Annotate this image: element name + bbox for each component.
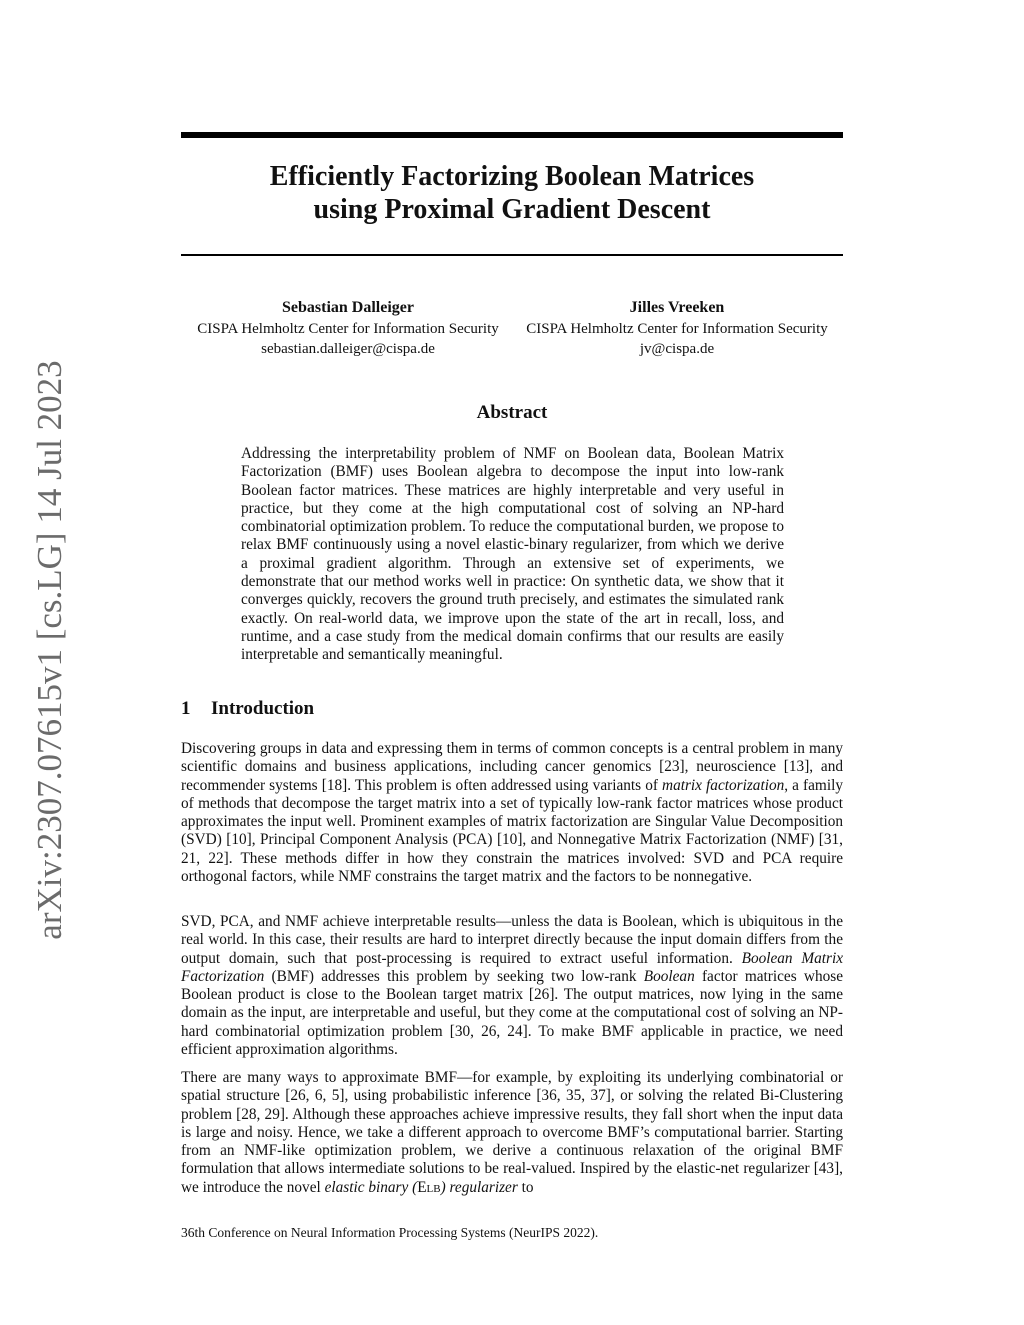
author-email[interactable]: sebastian.dalleiger@cispa.de <box>261 341 435 357</box>
author-block <box>181 298 515 359</box>
author-email[interactable]: jv@cispa.de <box>639 341 715 357</box>
title-line-1: Efficiently Factorizing Boolean Matrices <box>269 161 755 192</box>
paragraph-text: SVD, PCA, and NMF achieve interpretable results—unless the data is Boolean, which is ubiquitous in the real world. In this case, their results are hard to interpret directly because the input domain differs from the output domain, such that post-processing is required to extract useful information. <box>181 913 843 967</box>
regularizer-acronym: Elb <box>417 1178 441 1196</box>
conference-footnote: 36th Conference on Neural Information Processing Systems (NeurIPS 2022). <box>181 1225 599 1240</box>
paragraph-text: to <box>517 1178 534 1196</box>
paragraph-text: (BMF) addresses this problem by seeking two low-rank <box>264 967 644 985</box>
paragraph-text: Discovering groups in data and expressing them in terms of common concepts is a central problem in many scientific domains and business applications, including cancer genomics [23], neuroscience [13], and recommender systems [18]. This problem is often addressed using variants of <box>181 740 843 794</box>
author-affiliation: CISPA Helmholtz Center for Information Security <box>197 321 499 337</box>
title-bottom-rule <box>181 254 843 256</box>
emphasis-text: ) regularizer <box>440 1178 518 1196</box>
paragraph-text: factor matrices whose Boolean product is close to the Boolean target matrix [26]. The output matrices, now lying in the same domain as the input, are interpretable and useful, but they come at the computational cost of solving an NP-hard combinatorial optimization problem [30, 26, 24]. To make BMF applicable in practice, we need efficient approximation algorithms. <box>181 967 843 1059</box>
emphasis-text: elastic binary ( <box>324 1178 418 1196</box>
title-top-rule <box>181 132 843 138</box>
author-block <box>510 298 844 359</box>
body-paragraph <box>181 740 843 886</box>
author-name: Sebastian Dalleiger <box>282 299 414 316</box>
author-affiliation: CISPA Helmholtz Center for Information Security <box>526 321 828 337</box>
emphasis-text: matrix factorization <box>662 776 785 794</box>
section-heading <box>181 698 314 720</box>
abstract-heading: Abstract <box>476 402 548 423</box>
section-number: 1 <box>181 698 191 719</box>
paragraph-text: There are many ways to approximate BMF—for example, by exploiting its underlying combinatorial or spatial structure [26, 6, 5], using probabilistic inference [36, 35, 37], or solving the related Bi-Clustering problem [28, 29]. Although these approaches achieve impressive results, they fall short when the input data is large and noisy. Hence, we take a different approach to overcome BMF’s computational barrier. Starting from an NMF-like optimization problem, we derive a continuous relaxation of the original BMF formulation that allows intermediate solutions to be real-valued. Inspired by the elastic-net regularizer [43], we introduce the novel <box>181 1069 843 1196</box>
body-paragraph <box>181 1069 843 1197</box>
section-title: Introduction <box>211 698 315 719</box>
abstract-text: Addressing the interpretability problem of NMF on Boolean data, Boolean Matrix Factorization (BMF) uses Boolean algebra to decompose the input into low-rank Boolean factor matrices. These matrices are highly interpretable and very useful in practice, but they come at the high computational cost of solving an NP-hard combinatorial optimization problem. To reduce the computational burden, we propose to relax BMF continuously using a novel elastic-binary regularizer, from which we derive a proximal gradient algorithm. Through an extensive set of experiments, we demonstrate that our method works well in practice: On synthetic data, we show that it converges quickly, recovers the ground truth precisely, and estimates the simulated rank exactly. On real-world data, we improve upon the state of the art in recall, loss, and runtime, and a case study from the medical domain confirms that our results are easily interpretable and semantically meaningful. <box>241 445 784 664</box>
arxiv-identifier: arXiv:2307.07615v1 [cs.LG] 14 Jul 2023 <box>30 360 69 940</box>
body-paragraph <box>181 913 843 1059</box>
paper-title <box>181 160 843 226</box>
title-line-2: using Proximal Gradient Descent <box>313 194 711 225</box>
author-name: Jilles Vreeken <box>629 299 725 316</box>
paragraph-text: , a family of methods that decompose the target matrix into a set of typically low-rank factor matrices whose product approximates the input well. Prominent examples of matrix factorization are Singular Value Decomposition (SVD) [10], Principal Component Analysis (PCA) [10], and Nonnegative Matrix Factorization (NMF) [31, 21, 22]. These methods differ in how they constrain the matrices involved: SVD and PCA require orthogonal factors, while NMF constrains the target matrix and the factors to be nonnegative. <box>181 776 843 886</box>
emphasis-text: Boolean Matrix Factorization <box>181 949 843 985</box>
emphasis-text: Boolean <box>643 967 695 985</box>
